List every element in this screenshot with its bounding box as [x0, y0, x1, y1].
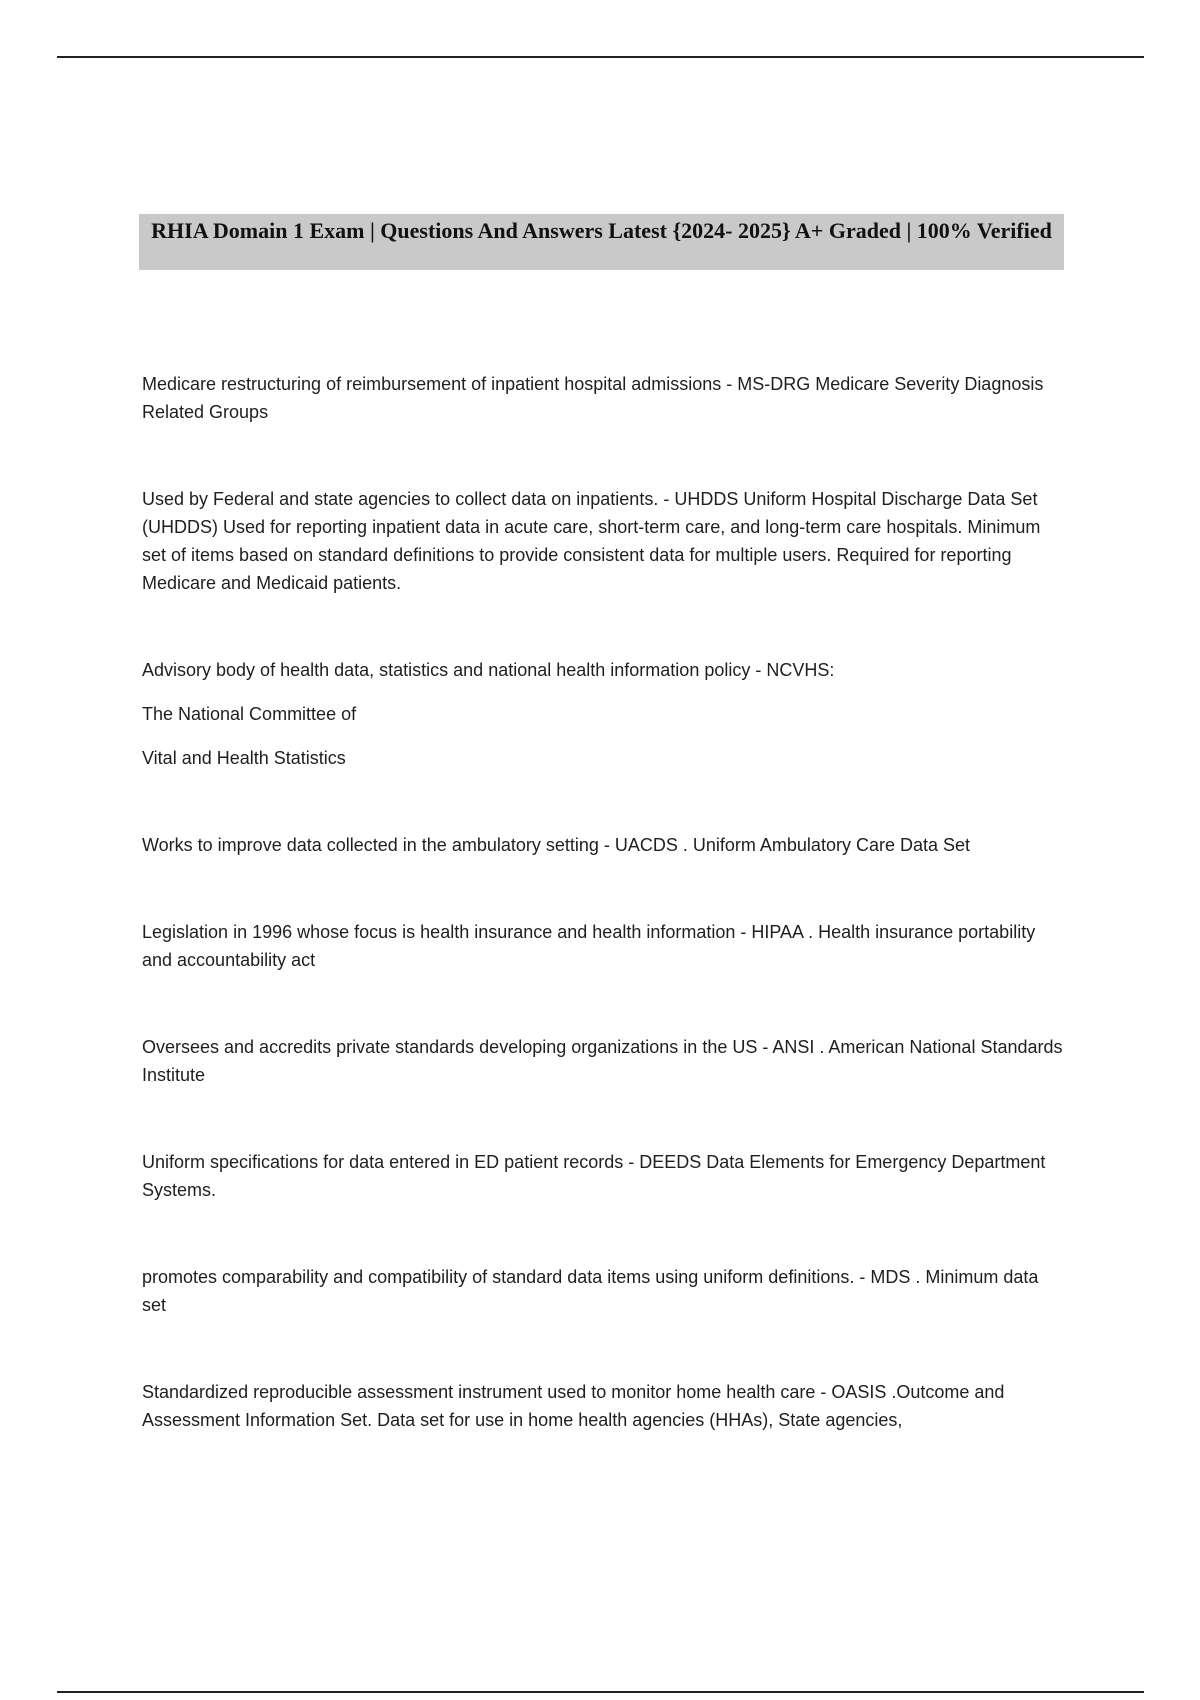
qa-item-oasis — [142, 1378, 1067, 1434]
qa-item-uhdds — [142, 485, 1067, 597]
qa-text-line: The National Committee of — [142, 704, 357, 724]
qa-text: Medicare restructuring of reimbursement of inpatient hospital admissions - MS-DRG Medicare Severity Diagnosis Related Groups — [142, 374, 1044, 422]
qa-item-hipaa — [142, 918, 1067, 974]
qa-text: Works to improve data collected in the ambulatory setting - UACDS . Uniform Ambulatory Care Data Set — [142, 835, 971, 855]
qa-text: Advisory body of health data, statistics and national health information policy - NCVHS: — [142, 660, 835, 680]
qa-item-deeds — [142, 1148, 1067, 1204]
qa-text-line: Vital and Health Statistics — [142, 748, 346, 768]
qa-item-mds — [142, 1263, 1067, 1319]
qa-item-ncvhs — [142, 656, 1067, 772]
qa-text: Oversees and accredits private standards developing organizations in the US - ANSI . American National Standards Institute — [142, 1037, 1063, 1085]
document-title: RHIA Domain 1 Exam | Questions And Answers Latest {2024- 2025} A+ Graded | 100% Verified — [139, 214, 1064, 270]
qa-text: Standardized reproducible assessment instrument used to monitor home health care - OASIS .Outcome and Assessment Information Set. Data set for use in home health agencies (HHAs), State agencies, — [142, 1382, 1005, 1430]
qa-text: Used by Federal and state agencies to collect data on inpatients. - UHDDS Uniform Hospital Discharge Data Set (UHDDS) Used for reporting inpatient data in acute care, short-term care, and long-term care hospitals. Minimum set of items based on standard definitions to provide consistent data for multiple users. Required for reporting Medicare and Medicaid patients. — [142, 489, 1041, 593]
qa-item-ansi — [142, 1033, 1067, 1089]
top-rule — [57, 56, 1144, 58]
qa-list — [142, 370, 1067, 1434]
qa-text: Uniform specifications for data entered in ED patient records - DEEDS Data Elements for Emergency Department Systems. — [142, 1152, 1046, 1200]
bottom-rule — [57, 1691, 1144, 1693]
qa-text: Legislation in 1996 whose focus is health insurance and health information - HIPAA . Health insurance portability and accountability act — [142, 922, 1036, 970]
qa-text: promotes comparability and compatibility of standard data items using uniform definitions. - MDS . Minimum data set — [142, 1267, 1039, 1315]
qa-item-ms-drg — [142, 370, 1067, 426]
qa-item-uacds — [142, 831, 1067, 859]
